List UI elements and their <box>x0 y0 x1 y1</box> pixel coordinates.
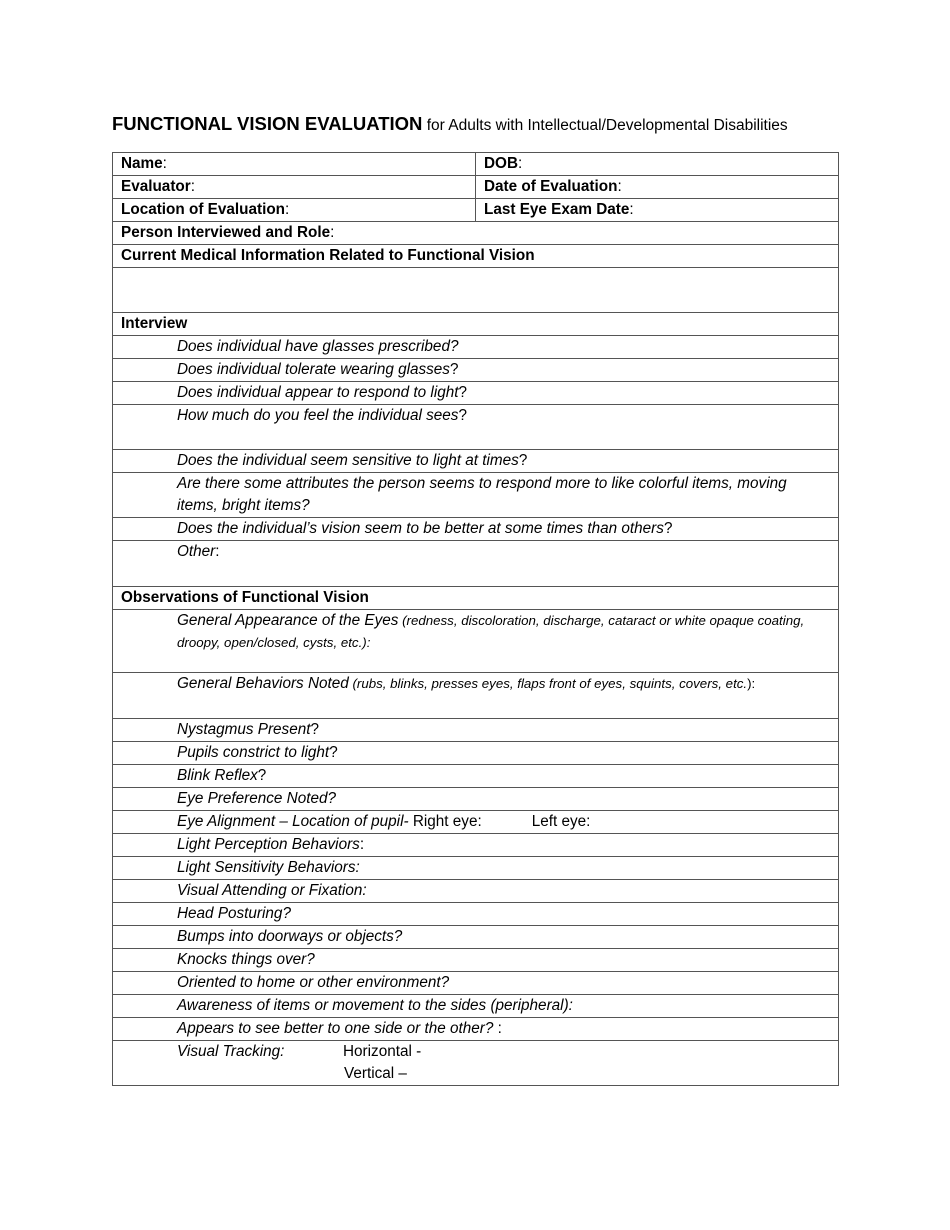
form-row <box>113 222 839 245</box>
date-of-evaluation-label: Date of Evaluation <box>484 178 618 195</box>
person-interviewed-label: Person Interviewed and Role <box>121 224 331 241</box>
form-row <box>113 199 839 222</box>
one-side-field[interactable]: Appears to see better to one side or the other? : <box>113 1018 839 1041</box>
right-eye-label: Right eye: <box>408 813 482 830</box>
evaluation-form <box>112 152 839 1086</box>
general-behaviors-field[interactable]: General Behaviors Noted (rubs, blinks, presses eyes, flaps front of eyes, squints, covers, etc.): <box>113 673 839 719</box>
interview-row <box>113 541 839 587</box>
last-eye-exam-label: Last Eye Exam Date <box>484 201 630 218</box>
observation-row <box>113 719 839 742</box>
evaluator-field[interactable]: Evaluator: <box>113 176 476 199</box>
title-bold: FUNCTIONAL VISION EVALUATION <box>112 113 423 134</box>
vision-varies-field[interactable]: Does the individual’s vision seem to be better at some times than others? <box>113 518 839 541</box>
attributes-field[interactable]: Are there some attributes the person seems to respond more to like colorful items, moving items, bright items? <box>113 473 839 518</box>
observation-row <box>113 673 839 719</box>
section-heading-row <box>113 245 839 268</box>
page-title <box>112 113 852 135</box>
section-heading-row <box>113 313 839 336</box>
left-eye-label: Left eye: <box>531 813 591 830</box>
observation-row <box>113 610 839 673</box>
vertical-label: Vertical – <box>344 1065 407 1082</box>
observation-row <box>113 1041 839 1086</box>
observation-row <box>113 880 839 903</box>
observation-row <box>113 765 839 788</box>
observation-row <box>113 742 839 765</box>
form-row <box>113 268 839 313</box>
form-row <box>113 153 839 176</box>
observation-row <box>113 857 839 880</box>
general-appearance-field[interactable]: General Appearance of the Eyes (redness, discoloration, discharge, cataract or white opaque coating, droopy, open/closed, cysts, etc.): <box>113 610 839 673</box>
interview-row <box>113 359 839 382</box>
name-label: Name <box>121 155 163 172</box>
visual-attending-field[interactable]: Visual Attending or Fixation: <box>113 880 839 903</box>
observation-row <box>113 834 839 857</box>
interview-row <box>113 382 839 405</box>
head-posturing-field[interactable]: Head Posturing? <box>113 903 839 926</box>
light-perception-field[interactable]: Light Perception Behaviors: <box>113 834 839 857</box>
blink-reflex-field[interactable]: Blink Reflex? <box>113 765 839 788</box>
how-much-sees-field[interactable]: How much do you feel the individual sees? <box>113 405 839 450</box>
observation-row <box>113 949 839 972</box>
nystagmus-field[interactable]: Nystagmus Present? <box>113 719 839 742</box>
observation-row <box>113 926 839 949</box>
oriented-field[interactable]: Oriented to home or other environment? <box>113 972 839 995</box>
evaluator-label: Evaluator <box>121 178 191 195</box>
interview-row <box>113 336 839 359</box>
observation-row <box>113 972 839 995</box>
glasses-prescribed-field[interactable]: Does individual have glasses prescribed? <box>113 336 839 359</box>
other-field[interactable]: Other: <box>113 541 839 587</box>
form-row <box>113 176 839 199</box>
eye-alignment-field[interactable]: Eye Alignment – Location of pupil- Right eye: Left eye: <box>113 811 839 834</box>
interview-row <box>113 405 839 450</box>
observation-row <box>113 1018 839 1041</box>
peripheral-field[interactable]: Awareness of items or movement to the sides (peripheral): <box>113 995 839 1018</box>
observation-row <box>113 903 839 926</box>
section-heading-row <box>113 587 839 610</box>
observations-heading: Observations of Functional Vision <box>113 587 839 610</box>
knocks-field[interactable]: Knocks things over? <box>113 949 839 972</box>
observation-row <box>113 788 839 811</box>
observation-row <box>113 995 839 1018</box>
respond-to-light-field[interactable]: Does individual appear to respond to light? <box>113 382 839 405</box>
visual-tracking-field[interactable] <box>113 1041 839 1086</box>
tolerate-glasses-field[interactable]: Does individual tolerate wearing glasses? <box>113 359 839 382</box>
light-sensitivity-field[interactable]: Light Sensitivity Behaviors: <box>113 857 839 880</box>
bumps-field[interactable]: Bumps into doorways or objects? <box>113 926 839 949</box>
eye-preference-field[interactable]: Eye Preference Noted? <box>113 788 839 811</box>
location-field[interactable]: Location of Evaluation: <box>113 199 476 222</box>
location-label: Location of Evaluation <box>121 201 286 218</box>
last-eye-exam-field[interactable]: Last Eye Exam Date: <box>476 199 839 222</box>
interview-row <box>113 518 839 541</box>
title-rest: for Adults with Intellectual/Developmental Disabilities <box>422 117 788 134</box>
observation-row <box>113 811 839 834</box>
visual-tracking-label: Visual Tracking: <box>177 1043 285 1060</box>
person-interviewed-field[interactable]: Person Interviewed and Role: <box>113 222 839 245</box>
date-of-evaluation-field[interactable]: Date of Evaluation: <box>476 176 839 199</box>
dob-field[interactable]: DOB: <box>476 153 839 176</box>
medical-info-field[interactable] <box>113 268 839 313</box>
dob-label: DOB <box>484 155 518 172</box>
horizontal-label: Horizontal - <box>343 1043 422 1060</box>
interview-row <box>113 473 839 518</box>
pupils-field[interactable]: Pupils constrict to light? <box>113 742 839 765</box>
medical-heading: Current Medical Information Related to Functional Vision <box>113 245 839 268</box>
interview-row <box>113 450 839 473</box>
interview-heading: Interview <box>113 313 839 336</box>
sensitive-to-light-field[interactable]: Does the individual seem sensitive to light at times? <box>113 450 839 473</box>
name-field[interactable]: Name: <box>113 153 476 176</box>
